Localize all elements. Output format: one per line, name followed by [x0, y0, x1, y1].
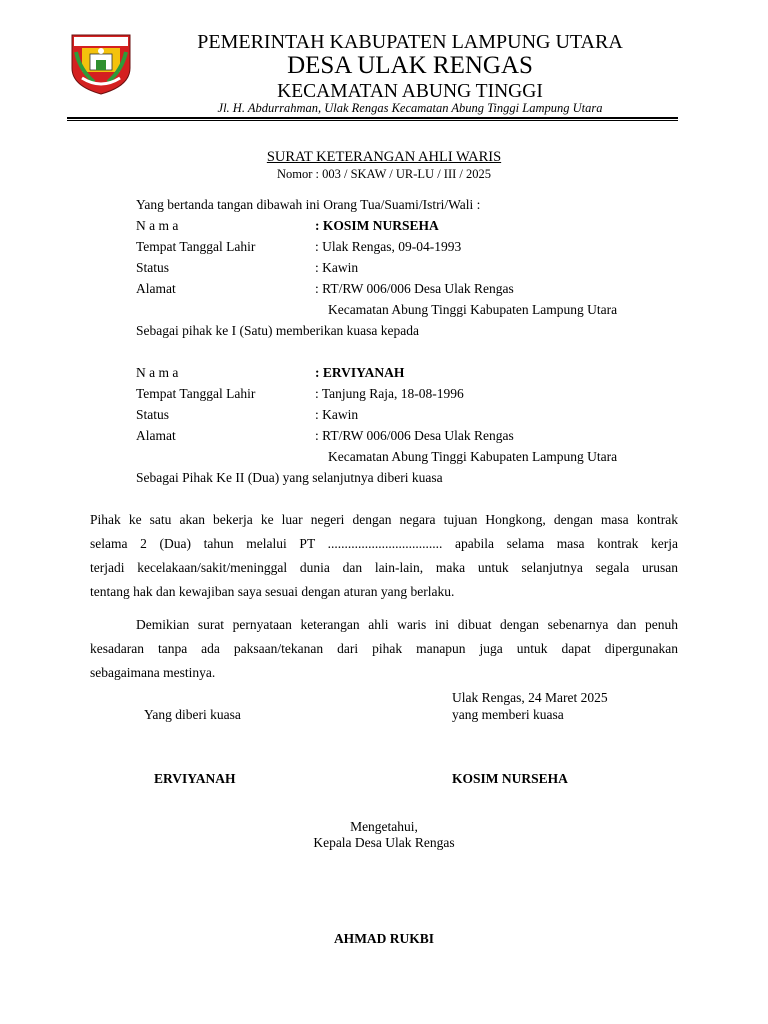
party2-status-label: Status [136, 407, 170, 422]
party1-name-label: N a m a [136, 218, 179, 233]
party2-name-value: : ERVIYANAH [315, 365, 405, 380]
place-date: Ulak Rengas, 24 Maret 2025 [452, 690, 608, 705]
letterhead-village-name: DESA ULAK RENGAS [287, 52, 533, 79]
letterhead-government-line: PEMERINTAH KABUPATEN LAMPUNG UTARA [197, 31, 623, 53]
body2-line: Demikian surat pernyataan keterangan ahli waris ini dibuat dengan sebenarnya dan penuh [136, 617, 678, 632]
body-paragraph-2 [90, 613, 678, 685]
body1-line: terjadi kecelakaan/sakit/meninggal dunia dan lain-lain, maka untuk selanjutnya segala urusan [90, 560, 678, 575]
body1-line: Pihak ke satu akan bekerja ke luar negeri dengan negara tujuan Hongkong, dengan masa kontrak [90, 512, 678, 527]
party2-closing: Sebagai Pihak Ke II (Dua) yang selanjutnya diberi kuasa [136, 470, 443, 485]
witness-acknowledged: Mengetahui, [350, 819, 418, 834]
body1-line: tentang hak dan kewajiban saya sesuai dengan aturan yang berlaku. [90, 584, 455, 599]
witness-title: Kepala Desa Ulak Rengas [313, 835, 455, 850]
grantor-name: KOSIM NURSEHA [452, 771, 568, 786]
body-paragraph-1 [90, 508, 678, 604]
recipient-role: Yang diberi kuasa [144, 707, 241, 722]
intro-text: Yang bertanda tangan dibawah ini Orang Tua/Suami/Istri/Wali : [136, 197, 481, 212]
party2-name-label: N a m a [136, 365, 179, 380]
grantor-role: yang memberi kuasa [452, 707, 564, 722]
letterhead-address: Jl. H. Abdurrahman, Ulak Rengas Kecamatan Abung Tinggi Lampung Utara [217, 101, 603, 115]
letterhead-rule-thick [67, 117, 678, 119]
party2-birth-value: : Tanjung Raja, 18-08-1996 [315, 386, 464, 401]
letterhead-subdistrict: KECAMATAN ABUNG TINGGI [277, 81, 543, 102]
party1-closing: Sebagai pihak ke I (Satu) memberikan kuasa kepada [136, 323, 420, 338]
party2-status-value: : Kawin [315, 407, 359, 422]
body2-line: sebagaimana mestinya. [90, 665, 216, 680]
regency-emblem-logo [68, 32, 134, 96]
body2-line: kesadaran tanpa ada paksaan/tekanan dari pihak manapun juga untuk dapat dipergunakan [90, 641, 678, 656]
letter-title: SURAT KETERANGAN AHLI WARIS [266, 149, 502, 165]
party2-address-label: Alamat [136, 428, 176, 443]
party1-status-label: Status [136, 260, 170, 275]
party2-address-line2: Kecamatan Abung Tinggi Kabupaten Lampung Utara [328, 449, 618, 464]
recipient-name: ERVIYANAH [154, 771, 236, 786]
letter-number: Nomor : 003 / SKAW / UR-LU / III / 2025 [276, 167, 492, 181]
emblem-icon [68, 32, 134, 96]
party1-address-line2: Kecamatan Abung Tinggi Kabupaten Lampung Utara [328, 302, 618, 317]
body1-line: selama 2 (Dua) tahun melalui PT .................................. apabila selama masa kontrak kerja [90, 536, 678, 551]
party2-address-value: : RT/RW 006/006 Desa Ulak Rengas [315, 428, 514, 443]
witness-name: AHMAD RUKBI [333, 931, 435, 946]
party2-birth-label: Tempat Tanggal Lahir [136, 386, 256, 401]
party1-name-value: : KOSIM NURSEHA [315, 218, 439, 233]
party1-birth-value: : Ulak Rengas, 09-04-1993 [315, 239, 462, 254]
letterhead-rule-thin [67, 120, 678, 121]
party1-address-value: : RT/RW 006/006 Desa Ulak Rengas [315, 281, 514, 296]
party1-birth-label: Tempat Tanggal Lahir [136, 239, 256, 254]
party1-status-value: : Kawin [315, 260, 359, 275]
party1-address-label: Alamat [136, 281, 176, 296]
